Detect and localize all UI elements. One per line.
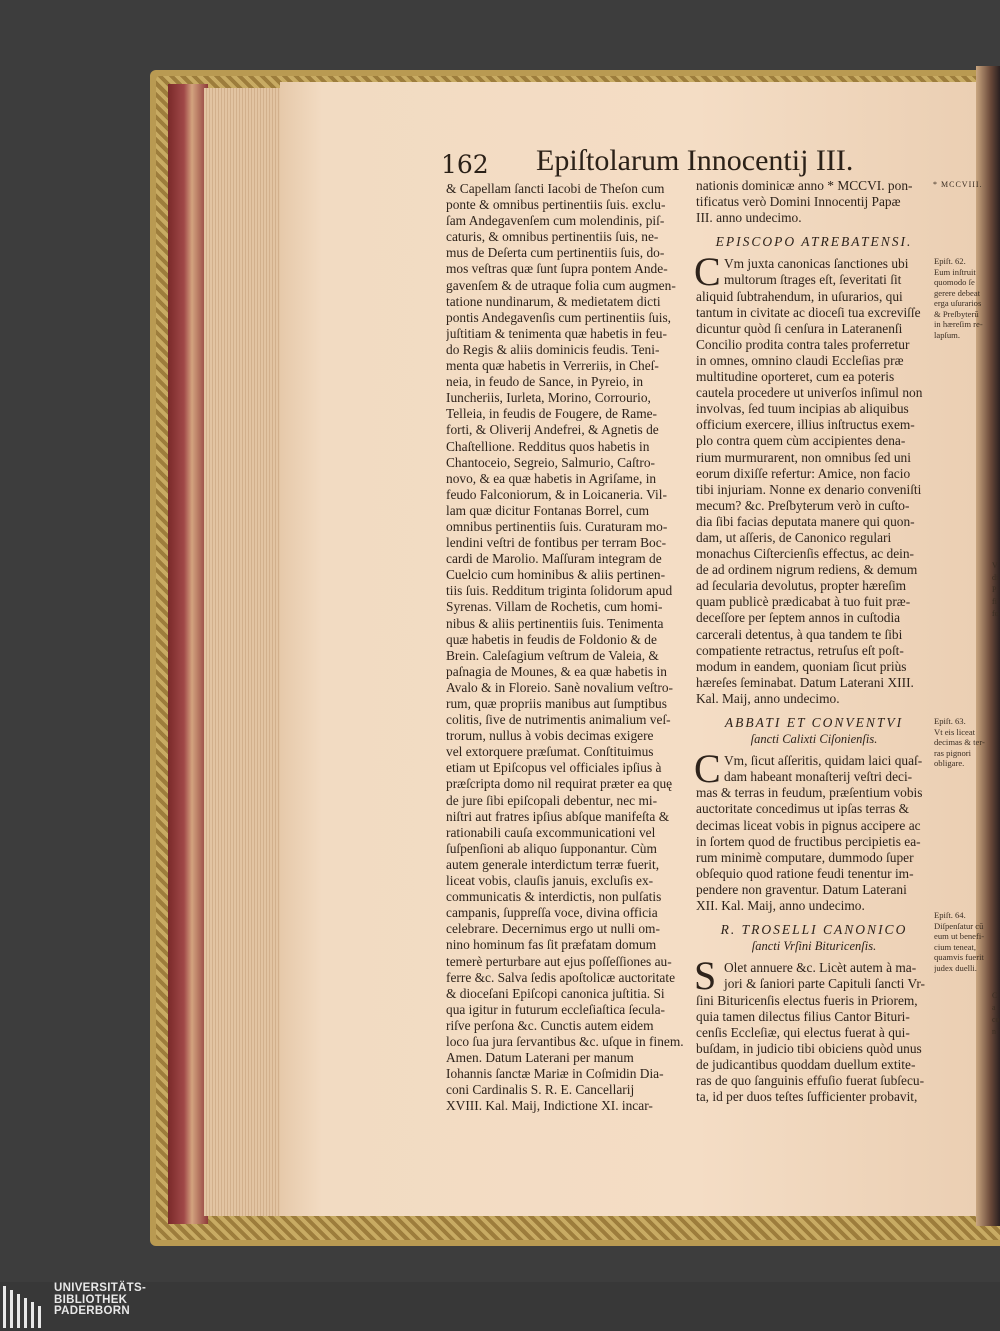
text-line: rum minimè computare, dummodo ſuper (696, 849, 914, 865)
text-line: ſam Andegavenſem cum molendinis, piſ- (446, 213, 665, 229)
text-line: omnibus pertinentiis ſuis. Curaturam mo- (446, 518, 668, 534)
text-line: gavenſem & de utraque folia cum augmen- (446, 277, 676, 293)
text-line: nino hominum fas ſit præfatam domum (446, 937, 657, 953)
text-line: neia, in feudo de Sance, in Pyreio, in (446, 374, 644, 390)
text-line: monachus Ciſtercienſis effectus, ac dein- (696, 546, 915, 562)
margin-note-line: eum ut benefi- (934, 931, 985, 941)
text-line: Telleia, in feudis de Fougere, de Rame- (446, 406, 658, 422)
library-logo-text (54, 1283, 146, 1318)
margin-note-line: cium teneat, (934, 941, 976, 952)
fragment-line: V (992, 561, 998, 570)
margin-note (934, 910, 990, 973)
text-line: do Regis & aliis dominicis feudis. Teni- (446, 341, 660, 357)
text-line: qua igitur in futurum eccleſiaſtica ſecula- (446, 1001, 665, 1017)
fragment-line: n (992, 1027, 996, 1036)
text-line: tificatus verò Domini Innocentij Papæ (696, 194, 901, 210)
text-line: lendini veſtri de fontibus per terram Boc- (446, 535, 667, 551)
text-line: pendere non graventur. Datum Laterani (696, 881, 907, 897)
margin-date-note: * MCCVIII. (933, 180, 983, 189)
logo-line: UNIVERSITÄTS- (54, 1282, 147, 1294)
text-line: aliquid ſubtrahendum, in uſurarios, qui (696, 288, 903, 304)
text-line: Cuelcio cum hominibus & aliis pertinen- (446, 567, 666, 583)
text-line: jori & ſaniori parte Capituli ſancti Vr- (724, 976, 925, 992)
text-line: coni Cardinalis S. R. E. Cancellarij (446, 1082, 635, 1098)
text-line: niſtri aut fratres ipſius abſque manifeſta & (446, 808, 670, 824)
text-line: decimas liceat vobis in pignus accipere ac (696, 817, 921, 833)
drop-initial: C (694, 249, 721, 295)
text-line: Brein. Caleſagium veſtrum de Valeia, & (446, 647, 659, 663)
text-line: dicuntur quòd ſi cenſura in Lateranenſi (696, 320, 903, 336)
text-line: Concilio prodita contra tales proferretur (696, 336, 910, 352)
margin-note-line: quomodo ſe (934, 277, 975, 287)
text-line: & dioceſani Epiſcopi canonica juſtitia. Si (446, 985, 665, 1001)
footer-bar (0, 1282, 1000, 1331)
text-line: tatione nundinarum, & medietatem dicti (446, 293, 661, 309)
margin-note (934, 716, 990, 769)
right-text-column (696, 178, 932, 1105)
fragment-line: a (992, 1003, 996, 1012)
facing-page-fragment (992, 560, 1000, 620)
text-line: Vm juxta canonicas ſanctiones ubi (724, 256, 909, 272)
text-line: ſini Bituricenſis electus fueris in Priorem, (696, 992, 918, 1008)
margin-note-line: & Preſbyterū (934, 308, 979, 319)
text-line: eorum dixiſſe refertur: Amice, non facio (696, 465, 911, 481)
margin-note-line: Vt eis liceat (934, 726, 976, 737)
margin-note-line: lapſum. (934, 329, 961, 340)
text-line: XVIII. Kal. Maij, Indictione XI. incar- (446, 1098, 653, 1114)
text-line: nationis dominicæ anno * MCCVI. pon- (696, 178, 913, 193)
text-line: carcerali detentus, à qua tandem te ſibi (696, 626, 903, 642)
text-line: plo contra quem cùm accipientes dena- (696, 433, 906, 449)
fragment-line: fi (992, 597, 997, 606)
letter-subheading: ſancti Calixti Ciſonienſis. (750, 732, 878, 747)
text-line: involvas, ſed tuum incipias ab aliquibus (696, 401, 909, 417)
text-line: Chantoceio, Segreio, Salmurio, Caſtro- (446, 454, 655, 470)
text-line: ras de quo ſanguinis effuſio fuerat ſubſecu- (696, 1072, 925, 1088)
text-line: quam publicè prædicabat à tuo fuit præ- (696, 594, 911, 610)
text-line: celebrare. Decernimus ergo ut nulli om- (446, 921, 660, 937)
margin-note-line: Epiſt. 63. (934, 716, 966, 726)
facing-page-edge (976, 66, 1000, 1226)
letter-body (694, 953, 932, 1105)
text-line: deceſſore per ſeptem annos in cuſtodia (696, 610, 901, 626)
text-line: multorum ſtrages eſt, ſeveritati ſit (724, 272, 902, 288)
facing-page-fragment (992, 990, 1000, 1038)
drop-initial: C (694, 746, 721, 792)
text-line: obſequio quod ratione feudi tenentur im- (696, 865, 914, 881)
text-line: officium exercere, illius inſtructus exem- (696, 417, 915, 433)
text-line: colitis, ſive de nutrimentis animalium veſ- (446, 712, 671, 728)
text-line: Vm, ſicut aſſeritis, quidam laici quaſ- (724, 753, 923, 769)
text-line: tibi injuriam. Nonne ex denario conveniſti (696, 481, 922, 497)
margin-note-line: judex duelli. (934, 962, 977, 973)
fragment-line: di (992, 573, 999, 582)
margin-note-line: Epiſt. 64. (934, 910, 966, 920)
text-line: loco ſua jura ſervantibus &c. uſque in finem. (446, 1033, 684, 1049)
fragment-line: C (992, 991, 998, 1000)
text-line: tantum in civitate ac dioceſi tua excreviſſe (696, 304, 921, 320)
text-line: Olet annuere &c. Licèt autem à ma- (724, 960, 917, 976)
text-line: forti, & Oliverij Andefrei, & Agnetis de (446, 422, 659, 438)
text-line: mecum? &c. Preſbyterum verò in cuſto- (696, 497, 910, 513)
text-line: præſcripta domo nil requirat præter ea quę (446, 776, 673, 792)
margin-note (934, 256, 990, 340)
margin-note-line: Epiſt. 62. (934, 256, 966, 266)
text-line: paſnagia de Mounes, & ea quæ habetis in (446, 663, 667, 679)
text-line: Amen. Datum Laterani per manum (446, 1050, 634, 1066)
letter-heading: ABBATI ET CONVENTVI (724, 715, 904, 730)
text-line: Iuncheriis, Iurleta, Morino, Corrourio, (446, 390, 651, 406)
letter-heading: R. TROSELLI CANONICO (720, 922, 908, 938)
margin-note-line: Diſpenſatur cū (934, 920, 984, 931)
text-line: cardi de Marolio. Maſſuram integram de (446, 551, 662, 567)
text-line: riſve perſona &c. Cunctis autem eidem (446, 1017, 654, 1033)
running-title: Epiſtolarum Innocentij III. (536, 144, 854, 177)
text-line: ta, id per duos teſtes ſufficienter probavit, (696, 1089, 918, 1105)
marbled-endpaper (168, 84, 208, 1224)
text-line: cautela procedere ut univerſos inſimul non (696, 385, 923, 401)
text-line: Syrenas. Villam de Rochetis, cum homi- (446, 599, 663, 615)
margin-note-line: ras pignori (934, 747, 971, 758)
text-line: Kal. Maij, anno undecimo. (696, 690, 840, 706)
margin-note-line: obligare. (934, 758, 965, 768)
text-line: trorum, nullus à vobis decimas exigere (446, 728, 654, 744)
text-line: & Capellam ſancti Iacobi de Theſon cum (446, 181, 665, 196)
text-line: campanis, ſuppreſſa voce, divina officia (446, 905, 658, 921)
text-line: III. anno undecimo. (696, 210, 802, 226)
logo-line: BIBLIOTHEK (54, 1293, 128, 1306)
text-line: rium murmurarent, non omnibus ſed uni (696, 449, 911, 465)
text-line: mos veſtras quæ ſunt ſupra pontem Ande- (446, 261, 668, 277)
text-line: dam habeant monaſterij veſtri deci- (724, 769, 913, 785)
margin-note-line: in hæreſim re- (934, 319, 983, 329)
text-line: ferre &c. Salva ſedis apoſtolicæ auctoritate (446, 969, 676, 985)
text-line: caturis, & omnibus pertinentiis ſuis, ne- (446, 229, 659, 245)
margin-note-line: gerere debeat (934, 287, 981, 298)
text-line: compatiente retractus, retruſus eſt poſt- (696, 642, 904, 658)
text-line: nibus & aliis pertinentiis ſuis. Tenimenta (446, 615, 664, 631)
text-line: XII. Kal. Maij, anno undecimo. (696, 898, 865, 914)
text-line: liceat vobis, clauſis januis, excluſis ex- (446, 873, 654, 889)
text-line: quæ habetis in feudis de Foldonio & de (446, 631, 657, 647)
page-stack-edge (204, 88, 284, 1216)
text-line: cenſis Eccleſiæ, qui electus fuerat à qui- (696, 1024, 910, 1040)
text-line: Iohannis ſanctæ Mariæ in Coſmidin Dia- (446, 1066, 664, 1082)
text-line: vel extorquere præſumat. Conſtituimus (446, 744, 654, 760)
text-line: mas & terras in feudum, præſentium vobis (696, 785, 923, 801)
text-line: Avalo & in Floreio. Sanè novalium veſtro- (446, 679, 673, 695)
text-line: ad ſecularia devolutus, propter hæreſim (696, 578, 907, 594)
text-line: feudo Falconiorum, & in Loicaneria. Vil- (446, 486, 667, 502)
text-line: rum, quæ propriis manibus aut ſumptibus (446, 696, 667, 711)
letter-subheading: ſancti Vrſini Bituricenſis. (751, 939, 877, 954)
text-line: dia ſibi facias deputata manere qui quon- (696, 513, 915, 529)
text-line: auctoritate concedimus ut ipſas terras & (696, 801, 910, 817)
margin-note-line: quamvis fuerit (934, 952, 984, 962)
fragment-line: P (992, 585, 997, 594)
text-line: rationabili cauſa excommunicationi vel (446, 824, 656, 840)
page-number: 162 (441, 150, 489, 179)
text-line: quia tamen dilectus filius Cantor Bituri- (696, 1008, 910, 1024)
text-line: ponte & omnibus pertinentiis ſuis. exclu- (446, 197, 666, 213)
text-line: de judicantibus quoddam duellum extite- (696, 1056, 916, 1072)
margin-note-line: Eum inſtruit (934, 266, 976, 277)
fragment-line: co (992, 1015, 1000, 1024)
text-line: ſuſpenſioni ab aliquo ſupponantur. Cùm (446, 840, 657, 856)
left-text-column (446, 181, 686, 1114)
letter-heading: EPISCOPO ATREBATENSI. (715, 234, 913, 250)
text-line: multitudine oporteret, cum ea poteris (696, 369, 895, 385)
text-line: buſdam, in judicio tibi obiciens quòd unus (696, 1040, 922, 1056)
text-line: mus de Deſerta cum pertinentiis ſuis, do- (446, 245, 665, 261)
text-line: juſtitiam & tenimenta quæ habetis in feu- (446, 325, 667, 341)
margin-note-line: erga uſurarios (934, 298, 982, 308)
text-line: lam quæ dicitur Fontanas Borrel, cum (446, 502, 650, 518)
drop-initial: S (694, 953, 717, 999)
text-line: etiam ut Epiſcopus vel officiales ipſius à (446, 760, 662, 776)
text-line: communicatis & interdictis, non pulſatis (446, 889, 662, 905)
text-line: menta quæ habetis in Verreriis, in Cheſ- (446, 358, 659, 374)
text-line: de jure ſibi epiſcopali debentur, nec mi- (446, 792, 658, 808)
text-line: modum in eandem, quoniam ſicut priùs (696, 658, 907, 674)
text-line: temerè perturbare aut ejus poſſeſſiones au- (446, 953, 672, 969)
text-line: tiis ſuis. Redditum triginta ſolidorum apud (446, 583, 673, 599)
text-line: in omnes, omnino claudi Eccleſias præ (696, 352, 904, 368)
text-line: dam, ut aſſeris, de Canonico regulari (696, 529, 892, 545)
text-line: novo, & ea quæ habetis in Agriſame, in (446, 470, 657, 486)
text-line: autem generale interdictum terræ fuerit, (446, 856, 660, 872)
text-line: in ſortem quod de fructibus percipietis ea- (696, 833, 921, 849)
text-line: pontis Andegavenſis cum pertinentiis ſuis, (446, 309, 672, 325)
text-line: Chaſtellione. Redditus quos habetis in (446, 438, 650, 454)
text-line: de ad ordinem nigrum rediens, & demum (696, 562, 918, 578)
library-logo-icon (0, 1284, 50, 1330)
text-line: hæreſes ſeminabat. Datum Laterani XIII. (696, 674, 914, 690)
logo-line: PADERBORN (54, 1305, 130, 1317)
margin-note-line: decimas & ter- (934, 737, 985, 747)
letter-body (694, 746, 932, 914)
letter-body (694, 249, 932, 707)
fragment-line: fo (992, 609, 999, 618)
